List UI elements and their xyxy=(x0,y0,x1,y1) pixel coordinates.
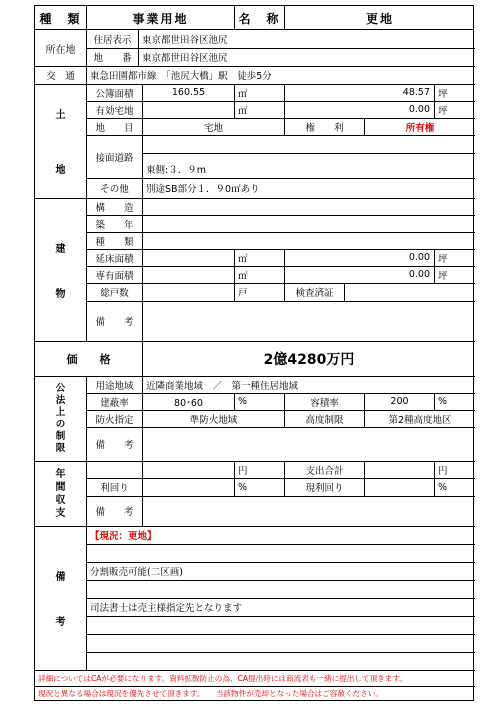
building-label: 建 物 xyxy=(35,198,87,341)
road-value: 東側:３．９m xyxy=(146,165,206,176)
effective-tsubo-value: 0.00 xyxy=(285,101,435,118)
height-value: 第2種高度地区 xyxy=(388,414,452,426)
fire-label: 防火指定 xyxy=(87,410,143,427)
type-value: 事業用地 xyxy=(87,6,235,30)
building-remarks-label: 備 考 xyxy=(87,301,143,341)
expense-label: 支出合計 xyxy=(285,461,365,478)
yield-unit: % xyxy=(235,478,285,496)
notes-label: 備 考 xyxy=(35,526,87,670)
private-tsubo-value: 0.00 xyxy=(285,266,435,283)
property-sheet xyxy=(34,5,474,701)
location-section xyxy=(35,30,473,66)
income-remarks-label: 備 考 xyxy=(87,496,143,526)
current-yield-label: 現利回り xyxy=(285,478,365,496)
rights-label: 権 利 xyxy=(285,118,365,135)
category-label: 地 目 xyxy=(87,118,143,135)
registry-tsubo-value: 48.57 xyxy=(285,84,435,101)
inspection-label: 検査済証 xyxy=(285,283,345,301)
transport-label: 交 通 xyxy=(35,66,87,84)
private-sqm-unit: ㎡ xyxy=(235,266,285,283)
floor-area-label: 延床面積 xyxy=(87,249,143,266)
notes-line-2 xyxy=(87,544,475,562)
yen-unit: 円 xyxy=(235,461,285,478)
rights-value: 所有権 xyxy=(405,122,435,134)
other-value: 別途SB部分１．９0㎡あり xyxy=(146,184,260,195)
footer-line-2: 現況と異なる場合は現況を優先させて頂きます。 当該物件が売却となった場合はご容赦ください。 xyxy=(38,689,383,698)
tsubo-unit: 坪 xyxy=(438,88,448,100)
name-value: 更地 xyxy=(365,11,394,26)
far-value: 200 xyxy=(365,393,435,410)
coverage-unit: % xyxy=(235,393,285,410)
transport-value: 東急田園都市線 「池尻大橋」駅 徒歩5分 xyxy=(90,71,272,82)
name-label: 名 称 xyxy=(235,6,285,30)
category-value: 宅地 xyxy=(143,118,285,135)
type-label: 種 類 xyxy=(35,6,87,30)
income-label: 年 間 収 支 xyxy=(35,461,87,526)
expense-unit: 円 xyxy=(438,465,448,477)
header-row xyxy=(35,6,473,30)
built-label: 築 年 xyxy=(87,215,143,232)
effective-tsubo-unit: 坪 xyxy=(438,105,448,117)
current-yield-unit: % xyxy=(438,481,448,493)
effective-sqm-unit: ㎡ xyxy=(235,101,285,118)
notes-line-8 xyxy=(87,652,475,670)
zoning-label: 用途地域 xyxy=(87,376,143,393)
land-label: 土 地 xyxy=(35,84,87,198)
far-unit: % xyxy=(438,396,448,407)
notes-line-3: 分割販売可能(二区画) xyxy=(90,567,183,578)
floor-tsubo-unit: 坪 xyxy=(438,253,448,265)
zoning-value: 近隣商業地域 ／ 第一種住居地域 xyxy=(146,380,299,392)
coverage-label: 建蔽率 xyxy=(87,393,143,410)
road-label: 接面道路 xyxy=(87,135,143,178)
footer-line-1: 詳細についてはCAが必要になります。資料拡散防止の為、CA提出時には商流表も一緒に提出して頂きます。 xyxy=(38,674,407,683)
lot-value: 東京都世田谷区池尻 xyxy=(142,53,228,64)
notes-line-4 xyxy=(87,580,475,598)
price-value: 2億4280万円 xyxy=(263,351,355,368)
far-label: 容積率 xyxy=(285,393,365,410)
regulations-label: 公 法 上 の 制 限 xyxy=(35,376,87,461)
location-label: 所在地 xyxy=(35,30,87,66)
height-label: 高度制限 xyxy=(285,410,365,427)
lot-label: 地 番 xyxy=(87,48,139,66)
floor-sqm-unit: ㎡ xyxy=(235,249,285,266)
effective-label: 有効宅地 xyxy=(87,101,143,118)
display-label: 住居表示 xyxy=(87,30,139,48)
registry-area-label: 公簿面積 xyxy=(87,84,143,101)
transport-row xyxy=(35,66,473,84)
price-label: 価 格 xyxy=(35,341,143,376)
notes-line-7 xyxy=(87,634,475,652)
private-area-label: 専有面積 xyxy=(87,266,143,283)
fire-value: 準防火地域 xyxy=(143,410,285,427)
regulation-remarks-label: 備 考 xyxy=(87,427,143,461)
notes-line-6 xyxy=(87,616,475,634)
notes-line-5: 司法書士は売主様指定先となります xyxy=(90,603,243,614)
other-label: その他 xyxy=(87,178,143,198)
kind-label: 種 類 xyxy=(87,232,143,249)
yield-label: 利回り xyxy=(87,478,143,496)
floor-tsubo-value: 0.00 xyxy=(285,249,435,266)
structure-label: 構 造 xyxy=(87,198,143,215)
units-unit: 戸 xyxy=(235,283,285,301)
units-label: 総戸数 xyxy=(87,283,143,301)
display-value: 東京都世田谷区池尻 xyxy=(142,35,228,46)
private-tsubo-unit: 坪 xyxy=(438,270,448,282)
notes-line-1: 【現況：更地】 xyxy=(90,531,157,542)
registry-area-value: 160.55 xyxy=(143,84,235,101)
sqm-unit: ㎡ xyxy=(235,84,285,101)
coverage-value: 80･60 xyxy=(143,393,235,410)
